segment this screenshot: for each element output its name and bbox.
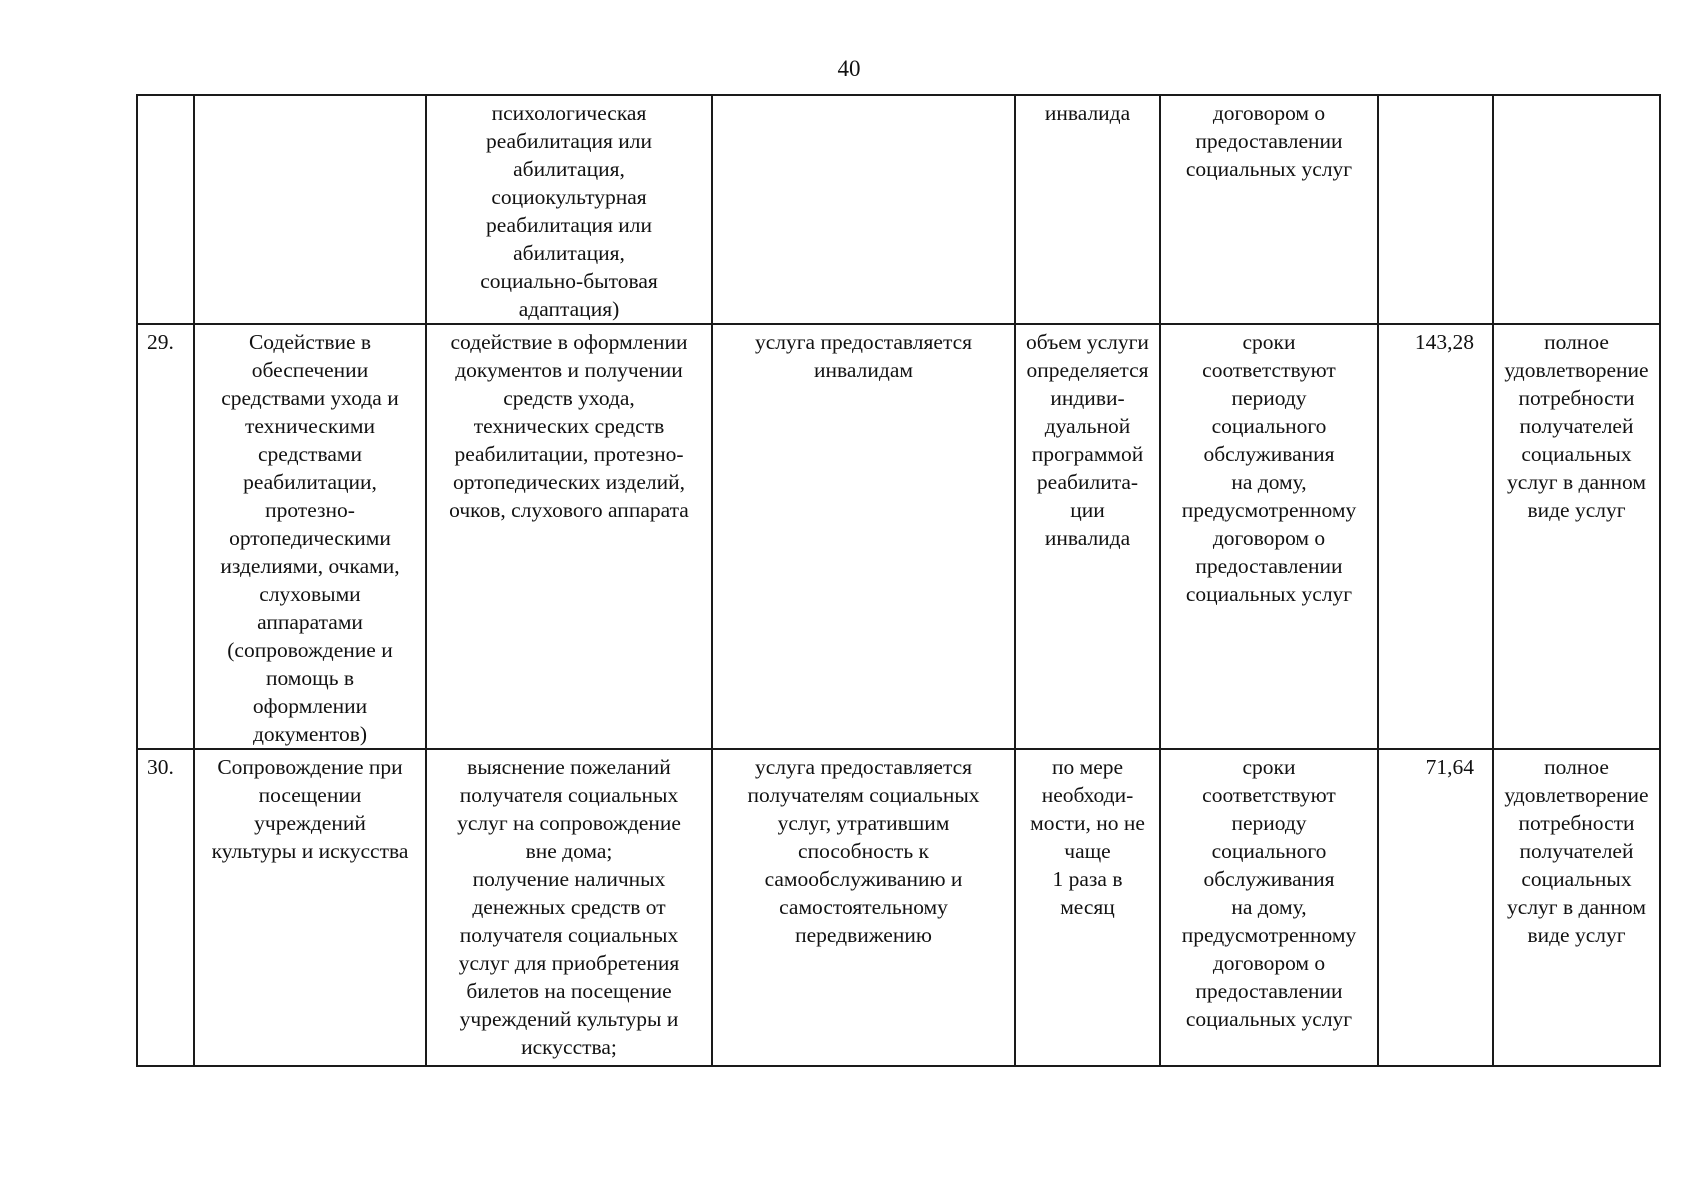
- service-name-cell: [194, 95, 426, 324]
- row-number-cell: 29.: [137, 324, 194, 749]
- service-terms-cell: договором о предоставлении социальных услуг: [1160, 95, 1378, 324]
- table-row: [137, 324, 1660, 749]
- service-name-cell: Сопровождение при посещении учреждений культуры и искусства: [194, 749, 426, 1066]
- service-volume-cell: объем услуги определяется индиви- дуальной программой реабилита- ции инвалида: [1015, 324, 1160, 749]
- service-name-cell: Содействие в обеспечении средствами ухода и техническими средствами реабилитации, протезно- ортопедическими изделиями, очками, слуховыми аппаратами (сопровождение и помощь в оформлении документов): [194, 324, 426, 749]
- service-quality-cell: полное удовлетворение потребности получателей социальных услуг в данном виде услуг: [1493, 324, 1660, 749]
- service-description-cell: содействие в оформлении документов и получении средств ухода, технических средств реабилитации, протезно- ортопедических изделий, очков, слухового аппарата: [426, 324, 712, 749]
- services-table: [136, 94, 1661, 1067]
- service-description-cell: выяснение пожеланий получателя социальных услуг на сопровождение вне дома; получение наличных денежных средств от получателя социальных услуг для приобретения билетов на посещение учреждений культуры и искусства;: [426, 749, 712, 1066]
- page-number: 40: [837, 56, 861, 81]
- service-conditions-cell: услуга предоставляется получателям социальных услуг, утратившим способность к самообслуживанию и самостоятельному передвижению: [712, 749, 1015, 1066]
- service-terms-cell: сроки соответствуют периоду социального обслуживания на дому, предусмотренному договором о предоставлении социальных услуг: [1160, 749, 1378, 1066]
- service-price-cell: 143,28: [1378, 324, 1493, 749]
- row-number-cell: [137, 95, 194, 324]
- service-conditions-cell: услуга предоставляется инвалидам: [712, 324, 1015, 749]
- service-conditions-cell: [712, 95, 1015, 324]
- service-quality-cell: [1493, 95, 1660, 324]
- service-volume-cell: инвалида: [1015, 95, 1160, 324]
- table-row: [137, 749, 1660, 1066]
- service-quality-cell: полное удовлетворение потребности получателей социальных услуг в данном виде услуг: [1493, 749, 1660, 1066]
- table-row: [137, 95, 1660, 324]
- service-description-cell: психологическая реабилитация или абилитация, социокультурная реабилитация или абилитация, социально-бытовая адаптация): [426, 95, 712, 324]
- service-price-cell: 71,64: [1378, 749, 1493, 1066]
- row-number-cell: 30.: [137, 749, 194, 1066]
- service-volume-cell: по мере необходи- мости, но не чаще 1 раза в месяц: [1015, 749, 1160, 1066]
- service-terms-cell: сроки соответствуют периоду социального обслуживания на дому, предусмотренному договором о предоставлении социальных услуг: [1160, 324, 1378, 749]
- service-price-cell: [1378, 95, 1493, 324]
